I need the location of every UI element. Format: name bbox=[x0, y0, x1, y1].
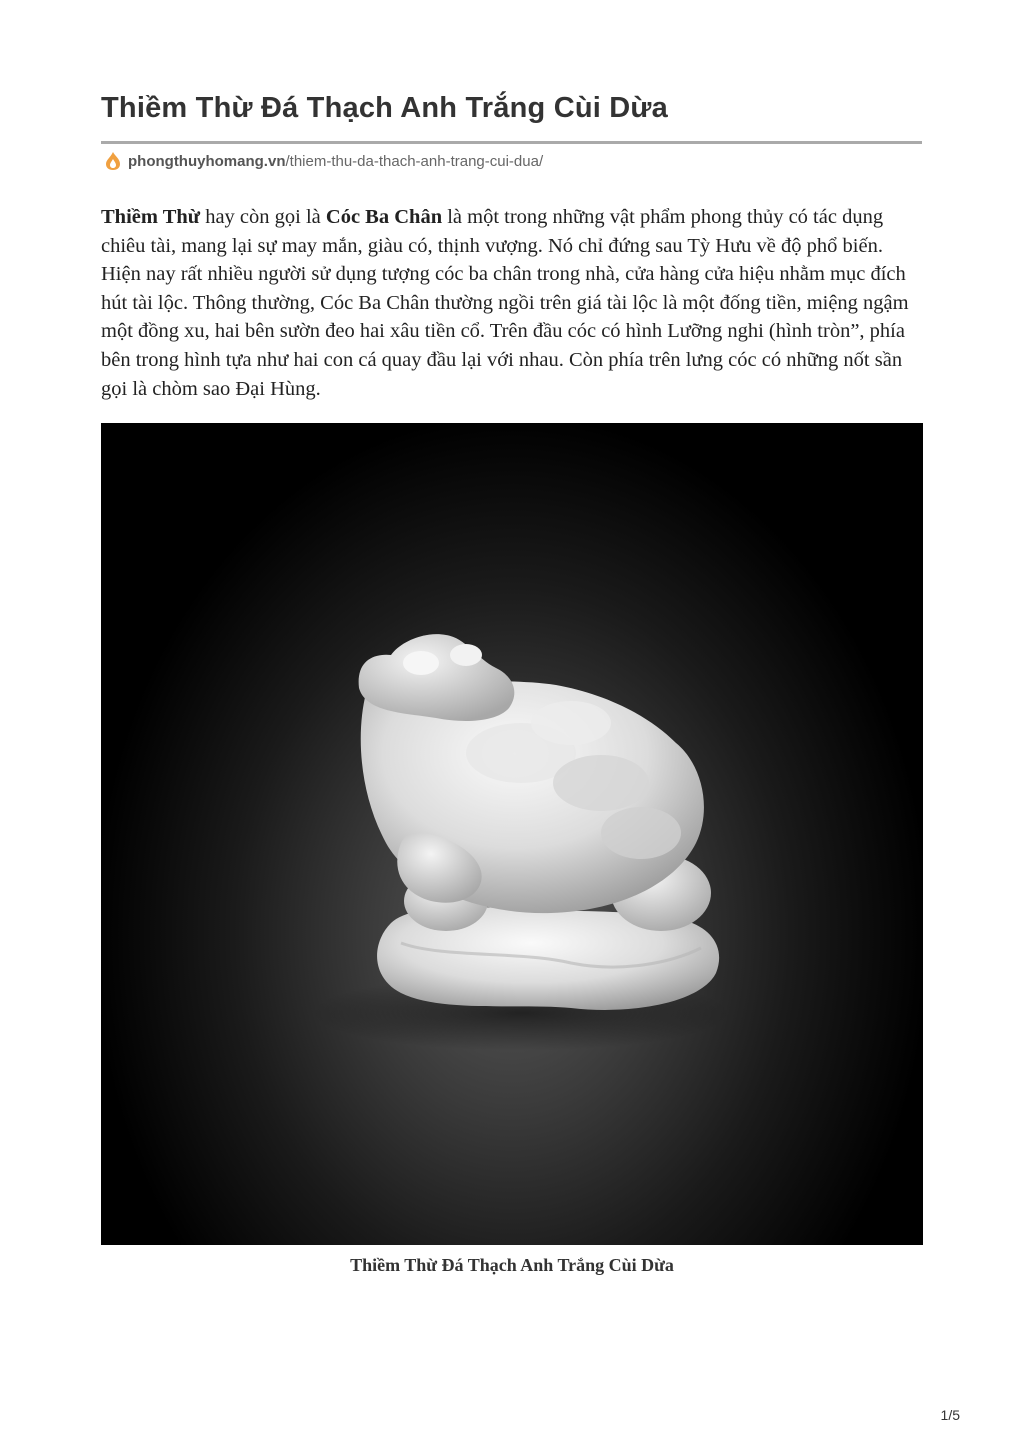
page-number: 1/5 bbox=[940, 1407, 960, 1423]
white-quartz-toad-figurine bbox=[101, 423, 923, 1245]
intro-text-1: hay còn gọi là bbox=[200, 206, 326, 228]
image-caption: Thiềm Thừ Đá Thạch Anh Trắng Cùi Dừa bbox=[350, 1255, 674, 1275]
term-coc-ba-chan: Cóc Ba Chân bbox=[325, 206, 443, 228]
title-divider bbox=[101, 141, 922, 144]
product-photo bbox=[101, 423, 923, 1245]
source-domain[interactable]: phongthuyhomang.vn bbox=[128, 152, 286, 170]
term-thiem-thu: Thiềm Thừ bbox=[101, 206, 201, 228]
intro-paragraph bbox=[101, 203, 923, 403]
intro-text-2: là một trong những vật phẩm phong thủy có tác dụng chiêu tài, mang lại sự may mắn, giàu có, thịnh vượng. Nó chỉ đứng sau Tỳ Hưu về độ phổ biến. Hiện nay rất nhiều người sử dụng tượng cóc ba chân trong nhà, cửa hàng cửa hiệu nhằm mục đích hút tài lộc. Thông thường, Cóc Ba Chân thường ngồi trên giá tài lộc là một đống tiền, miệng ngậm một đồng xu, hai bên sườn đeo hai xâu tiền cổ. Trên đầu cóc có hình Lưỡng nghi (hình tròn”, phía bên trong hình tựa như hai con cá quay đầu lại với nhau. Còn phía trên lưng cóc có những nốt sần gọi là chòm sao Đại Hùng. bbox=[101, 206, 909, 400]
source-path[interactable]: /thiem-thu-da-thach-anh-trang-cui-dua/ bbox=[285, 152, 544, 170]
flame-icon bbox=[104, 151, 122, 171]
source-link[interactable] bbox=[104, 150, 543, 172]
page-title: Thiềm Thừ Đá Thạch Anh Trắng Cùi Dừa bbox=[101, 92, 668, 124]
